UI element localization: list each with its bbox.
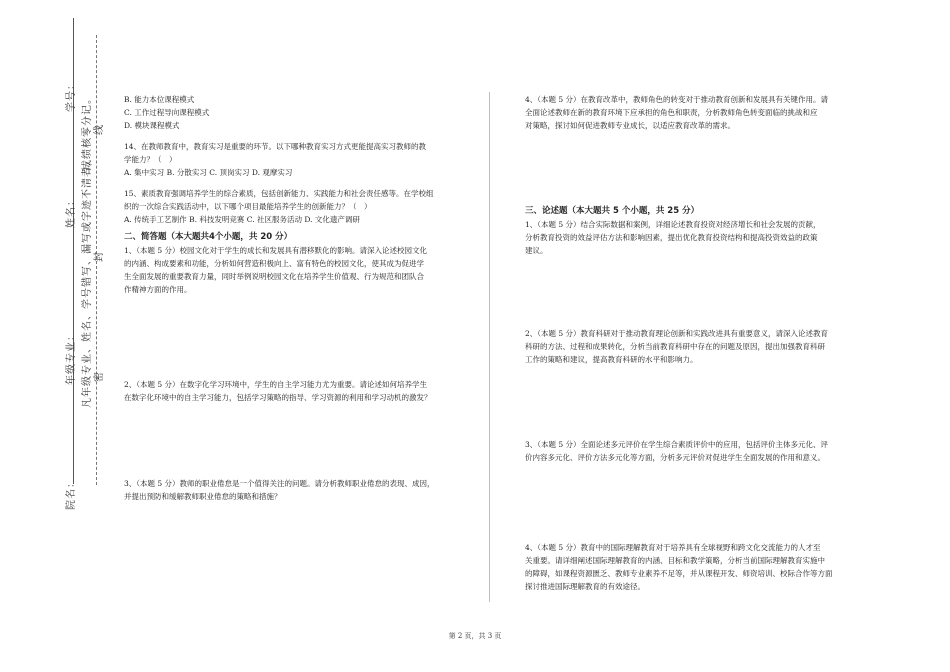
s3q1-line: 分析教育投资的效益评估方法和影响因素，提出优化教育投资结构和提高投资效益的政策: [525, 233, 818, 242]
section-2-title: 二、简答题（本大题共4个小题，共 20 分）: [124, 232, 293, 242]
column-divider: [489, 92, 490, 602]
s2q4-block: [525, 93, 895, 132]
s2q4-line: 对策略，探讨如何促进教师专业成长，以适应教育改革的需求。: [525, 121, 735, 130]
s3q3-line: 3、（本题 5 分）全面论述多元评价在学生综合素质评价中的应用，包括评价主体多元化、评: [525, 440, 829, 449]
option-d-q13: D. 模块课程模式: [124, 121, 180, 130]
s3q4-line: 4、（本题 5 分）教育中的国际理解教育对于培养具有全球视野和跨文化交流能力的人才至: [525, 543, 821, 552]
s2q1-line: 的内涵、构成要素和功能，分析如何营造积极向上、富有特色的校园文化，使其成为促进学: [124, 259, 424, 268]
grade-major-label: 年级专业：: [66, 330, 77, 385]
s2q1-line: 作精神方面的作用。: [124, 285, 192, 294]
s2q3-line: 并提出预防和缓解教师职业倦怠的策略和措施？: [124, 492, 282, 501]
s3q4-block: [525, 541, 895, 593]
option-c-q13: C. 工作过程导向课程模式: [124, 108, 210, 117]
q14-line2: 学能力？（ ）: [124, 155, 177, 164]
school-label: 院名：: [66, 477, 77, 510]
q14-options: A. 集中实习 B. 分散实习 C. 顶岗实习 D. 观摩实习: [124, 168, 293, 177]
binding-caution: 凡年级专业、姓名、学号错写、漏写或字迹不清者，: [82, 155, 93, 408]
s2q3-line: 3、（本题 5 分）教师的职业倦怠是一个值得关注的问题。请分析教师职业倦怠的表现、成因，: [124, 479, 435, 488]
s3q2-line: 科研的方法、过程和成果转化，分析当前教育科研中存在的问题及原因，提出加强教育科研: [525, 342, 825, 351]
q14-line1: 14、在教师教育中，教育实习是重要的环节。以下哪种教育实习方式更能提高实习教师的教: [124, 142, 427, 151]
s2q1-line: 1、（本题 5 分）校园文化对于学生的成长和发展具有潜移默化的影响。请深入论述校园文化: [124, 246, 428, 255]
s2q4-line: 全面论述教师在新的教育环境下应承担的角色和职责，分析教师角色转变面临的挑战和应: [525, 108, 818, 117]
s3q4-line: 关重要。请详细阐述国际理解教育的内涵、目标和教学策略，分析当前国际理解教育实施中: [525, 556, 825, 565]
s3q2-line: 工作的策略和建议，提高教育科研的水平和影响力。: [525, 355, 698, 364]
s2q2-line: 在数字化环境中的自主学习能力，包括学习策略的指导、学习资源的利用和学习动机的激发？: [124, 393, 432, 402]
left-column: [124, 93, 474, 296]
q15-line2: 织的一次综合实践活动中，以下哪个项目最能培养学生的创新能力？（ ）: [124, 202, 372, 211]
option-b-q13: B. 能力本位课程模式: [124, 95, 195, 104]
s2q2-block: [124, 378, 474, 404]
line-mark: 线: [94, 124, 105, 135]
s3q4-line: 的障碍，如课程资源匮乏、教师专业素养不足等，并从课程开发、师资培训、校际合作等方面: [525, 569, 833, 578]
s3q2-block: [525, 327, 895, 366]
zero-score-note: 成绩核零分记。: [82, 93, 93, 170]
s3q3-line: 价内容多元化、评价方法多元化等方面，分析多元评价对促进学生全面发展的作用和意义。: [525, 453, 825, 462]
section-3-title: 三、论述题（本大题共 5 个小题，共 25 分）: [525, 206, 700, 216]
s3q2-line: 2、（本题 5 分）教育科研对于推动教育理论创新和实践改进具有重要意义，请深入论述教育: [525, 329, 829, 338]
student-id-label: 学号：: [66, 79, 77, 112]
q15-options: A. 传统手工艺制作 B. 科技发明竞赛 C. 社区服务活动 D. 文化遗产调研: [124, 215, 360, 224]
s2q3-block: [124, 477, 474, 503]
s3q1-line: 建议。: [525, 246, 548, 255]
section-3-block: [525, 205, 895, 257]
s2q1-line: 生全面发展的重要教育力量，同时举例说明校园文化在培养学生价值观、行为规范和团队合: [124, 272, 424, 281]
s3q1-line: 1、（本题 5 分）结合实际数据和案例，详细论述教育投资对经济增长和社会发展的贡献，: [525, 220, 821, 229]
cut-mark: 密: [94, 371, 105, 382]
page-number: 第 2 页，共 3 页: [448, 632, 502, 640]
s2q4-line: 4、（本题 5 分）在教育改革中，教师角色的转变对于推动教育创新和发展具有关键作用。请: [525, 95, 829, 104]
s3q4-line: 探讨推进国际理解教育的有效途径。: [525, 582, 645, 591]
s3q3-block: [525, 438, 895, 464]
name-label: 姓名：: [66, 195, 77, 228]
q15-line1: 15、素质教育强调培养学生的综合素质，包括创新能力、实践能力和社会责任感等。在学校组: [124, 189, 434, 198]
s2q2-line: 2、（本题 5 分）在数字化学习环境中，学生的自主学习能力尤为重要。请论述如何培养学生: [124, 380, 428, 389]
seal-mark: 封: [94, 251, 105, 262]
